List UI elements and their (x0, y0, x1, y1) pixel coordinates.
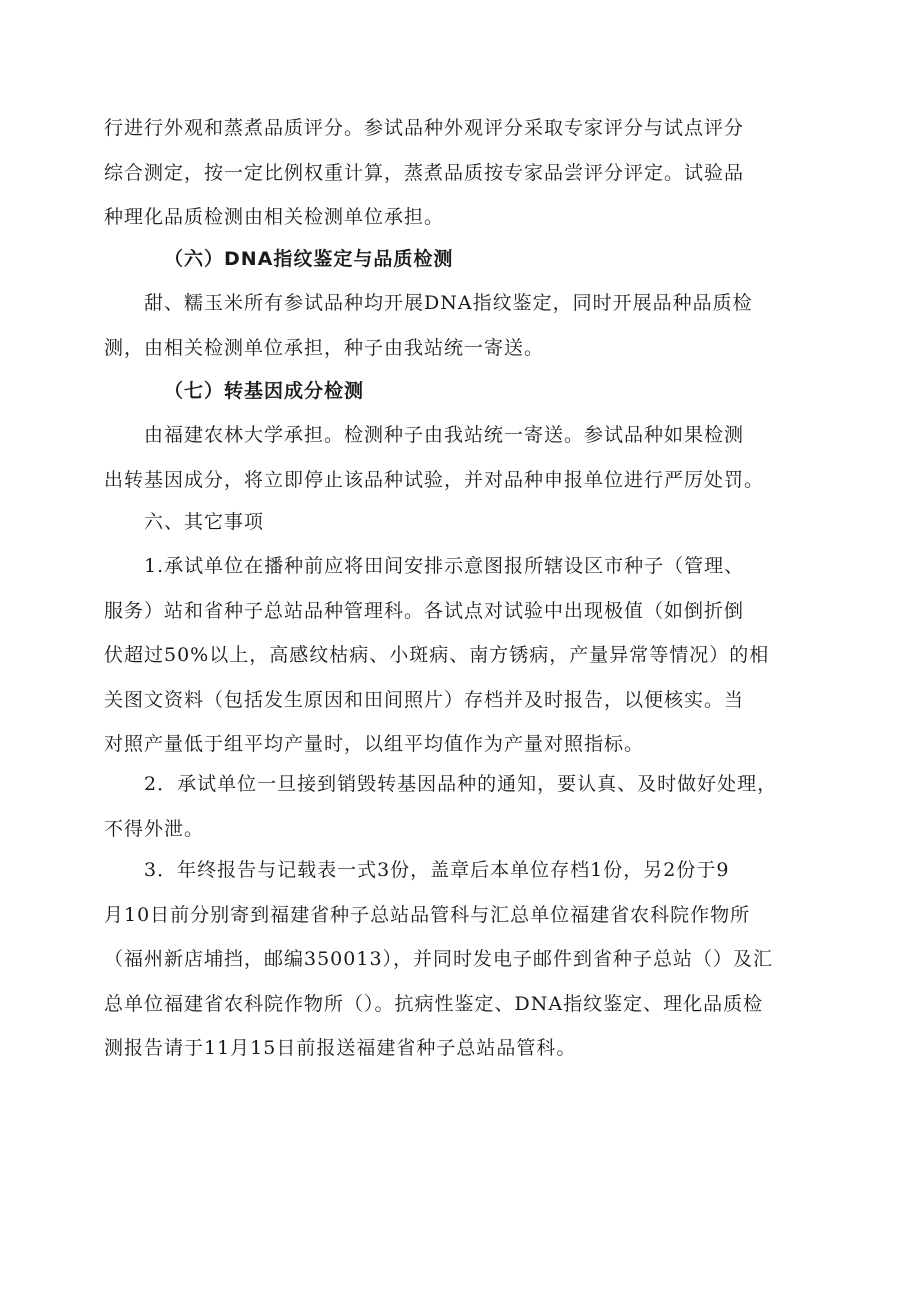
text-line: 3．年终报告与记载表一式3份，盖章后本单位存档1份，另2份于9 (144, 859, 730, 881)
section-heading: 六、其它事项 (144, 511, 265, 533)
text-line: 服务）站和省种子总站品种管理科。各试点对试验中出现极值（如倒折倒 (104, 599, 745, 622)
text-line: 测报告请于11月15日前报送福建省种子总站品管科。 (104, 1037, 577, 1060)
text-line: 总单位福建省农科院作物所（）。抗病性鉴定、DNA指纹鉴定、理化品质检 (104, 992, 764, 1015)
text-line: 测，由相关检测单位承担，种子由我站统一寄送。 (104, 336, 545, 359)
item-2 (104, 762, 816, 851)
text-line: 1.承试单位在播种前应将田间安排示意图报所辖设区市种子（管理、 (144, 555, 745, 577)
item-3 (104, 848, 816, 1071)
text-line: 月10日前分别寄到福建省种子总站品管科与汇总单位福建省农科院作物所 (104, 903, 751, 926)
text-line: 行进行外观和蒸煮品质评分。参试品种外观评分采取专家评分与试点评分 (104, 117, 745, 139)
text-line: 综合测定，按一定比例权重计算，蒸煮品质按专家品尝评分评定。试验品 (104, 161, 745, 184)
heading-other-matters (104, 500, 816, 545)
text-line: 甜、糯玉米所有参试品种均开展DNA指纹鉴定，同时开展品种品质检 (144, 292, 753, 314)
text-line: 不得外泄。 (104, 817, 205, 840)
text-line: （福州新店埔挡，邮编350013），并同时发电子邮件到省种子总站（）及汇 (104, 948, 774, 971)
section-heading: （六）DNA指纹鉴定与品质检测 (164, 248, 454, 270)
heading-transgenic (104, 369, 816, 414)
item-1 (104, 544, 816, 767)
text-line: 伏超过50%以上，高感纹枯病、小斑病、南方锈病，产量异常等情况）的相 (104, 644, 770, 667)
text-line: 2．承试单位一旦接到销毁转基因品种的通知，要认真、及时做好处理， (144, 773, 778, 795)
paragraph-transgenic (104, 413, 816, 502)
paragraph-dna-fingerprint (104, 281, 816, 370)
text-line: 种理化品质检测由相关检测单位承担。 (104, 206, 445, 229)
heading-dna-fingerprint (104, 237, 816, 282)
paragraph-quality-scoring (104, 106, 816, 240)
section-heading: （七）转基因成分检测 (164, 380, 365, 402)
text-line: 由福建农林大学承担。检测种子由我站统一寄送。参试品种如果检测 (144, 424, 745, 446)
text-line: 关图文资料（包括发生原因和田间照片）存档并及时报告，以便核实。当 (104, 688, 745, 711)
text-line: 出转基因成分，将立即停止该品种试验，并对品种申报单位进行严厉处罚。 (104, 468, 765, 491)
text-line: 对照产量低于组平均产量时，以组平均值作为产量对照指标。 (104, 733, 645, 756)
